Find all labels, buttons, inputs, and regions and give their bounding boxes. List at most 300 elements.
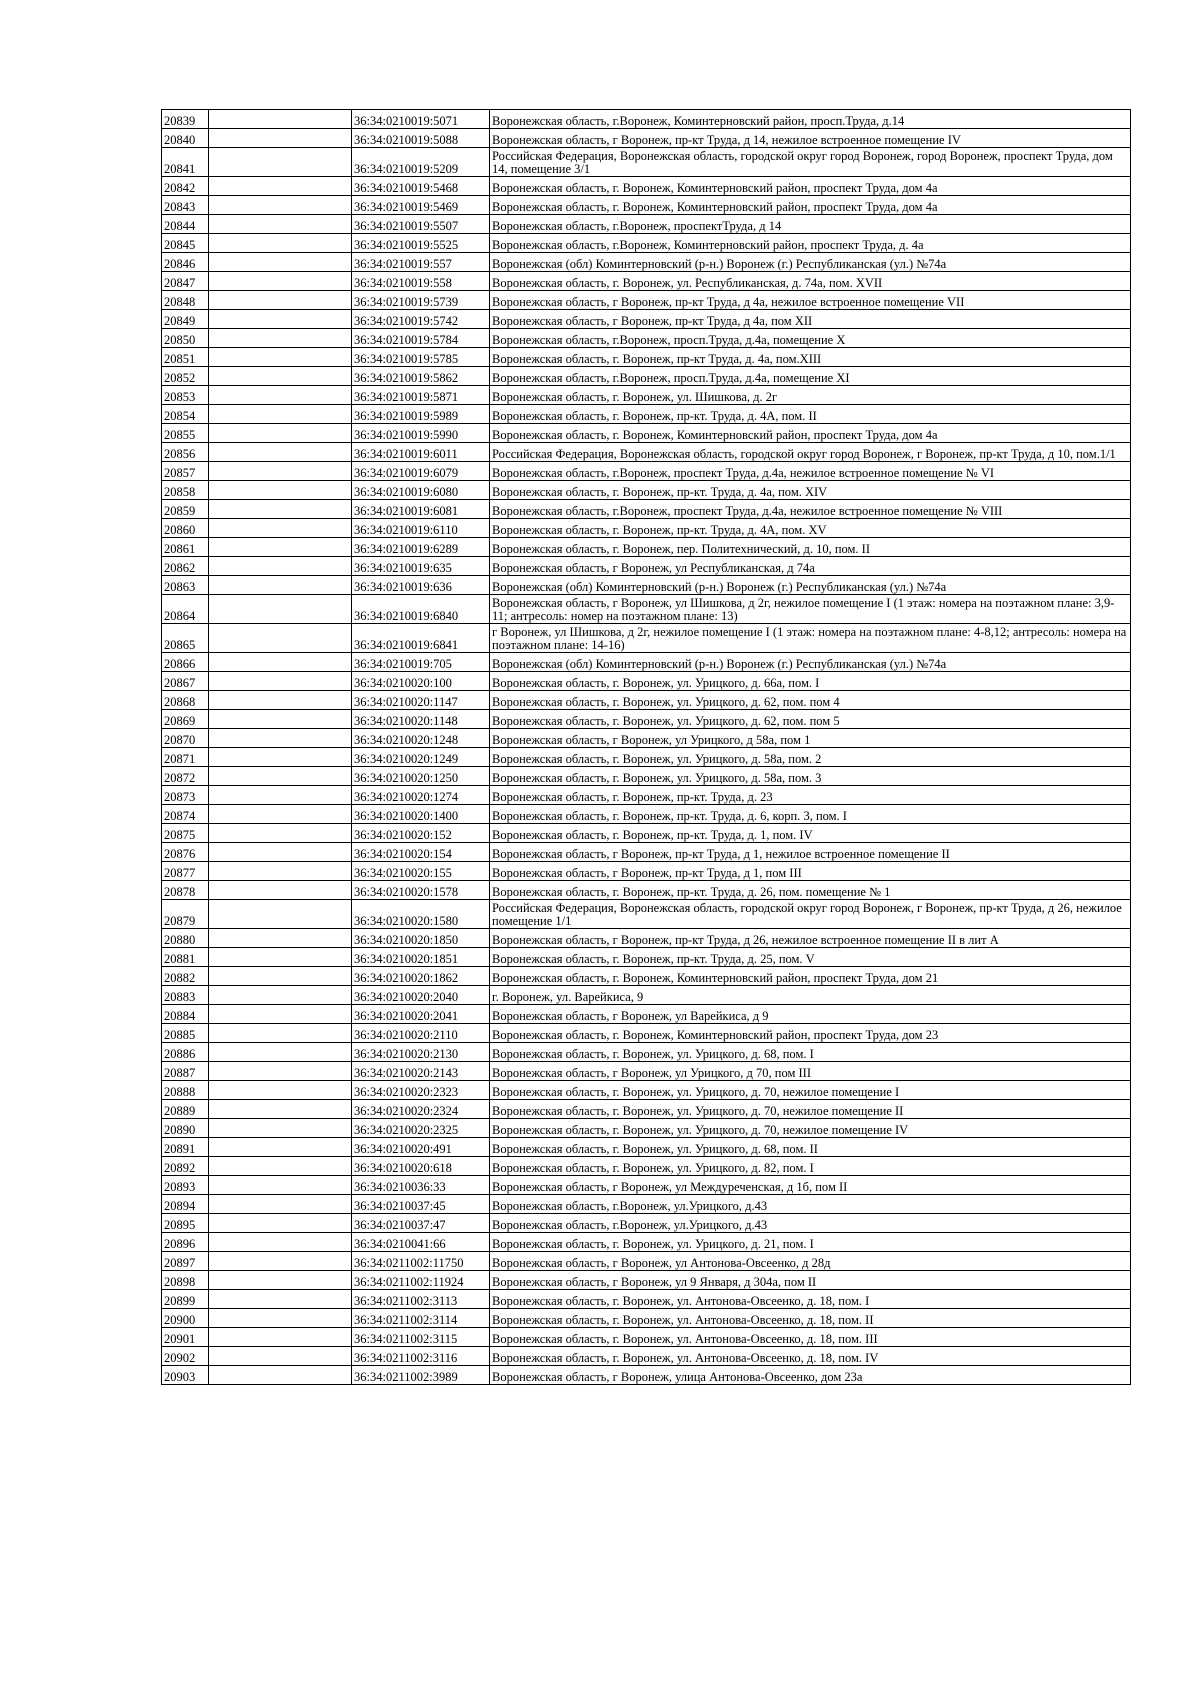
empty-cell — [209, 986, 352, 1005]
cadastral-number-cell: 36:34:0210019:5742 — [352, 310, 490, 329]
table-row — [162, 386, 1131, 405]
row-number-cell: 20870 — [162, 729, 209, 748]
cadastral-number-cell: 36:34:0210019:6841 — [352, 624, 490, 653]
empty-cell — [209, 329, 352, 348]
table-row — [162, 538, 1131, 557]
address-cell: г Воронеж, ул Шишкова, д 2г, нежилое помещение I (1 этаж: номера на поэтажном плане: 4-8,12; антресоль: номера на поэтажном плане: 14-16) — [490, 624, 1131, 653]
cadastral-number-cell: 36:34:0210037:45 — [352, 1195, 490, 1214]
address-cell: Воронежская область, г. Воронеж, ул. Урицкого, д. 70, нежилое помещение I — [490, 1081, 1131, 1100]
cadastral-number-cell: 36:34:0210020:1274 — [352, 786, 490, 805]
row-number-cell: 20875 — [162, 824, 209, 843]
table-row — [162, 710, 1131, 729]
table-row — [162, 653, 1131, 672]
table-row — [162, 196, 1131, 215]
row-number-cell: 20885 — [162, 1024, 209, 1043]
table-row — [162, 1081, 1131, 1100]
cadastral-number-cell: 36:34:0210020:1400 — [352, 805, 490, 824]
table-row — [162, 967, 1131, 986]
cadastral-number-cell: 36:34:0210019:5088 — [352, 129, 490, 148]
empty-cell — [209, 519, 352, 538]
empty-cell — [209, 253, 352, 272]
cadastral-number-cell: 36:34:0210019:5468 — [352, 177, 490, 196]
table-row — [162, 824, 1131, 843]
empty-cell — [209, 481, 352, 500]
row-number-cell: 20841 — [162, 148, 209, 177]
cadastral-number-cell: 36:34:0211002:3113 — [352, 1290, 490, 1309]
cadastral-number-cell: 36:34:0210019:5525 — [352, 234, 490, 253]
table-row — [162, 748, 1131, 767]
address-cell: Воронежская область, г. Воронеж, ул. Урицкого, д. 82, пом. I — [490, 1157, 1131, 1176]
empty-cell — [209, 348, 352, 367]
empty-cell — [209, 443, 352, 462]
cadastral-number-cell: 36:34:0210020:154 — [352, 843, 490, 862]
cadastral-number-cell: 36:34:0210020:155 — [352, 862, 490, 881]
cadastral-number-cell: 36:34:0210019:5990 — [352, 424, 490, 443]
row-number-cell: 20879 — [162, 900, 209, 929]
address-cell: Воронежская область, г Воронеж, ул Урицкого, д 58а, пом 1 — [490, 729, 1131, 748]
table-row — [162, 272, 1131, 291]
table-row — [162, 691, 1131, 710]
cadastral-number-cell: 36:34:0211002:3989 — [352, 1366, 490, 1385]
registry-table-body — [162, 110, 1131, 1385]
address-cell: Воронежская область, г.Воронеж, просп.Труда, д.4а, помещение XI — [490, 367, 1131, 386]
registry-table — [161, 109, 1131, 1385]
row-number-cell: 20903 — [162, 1366, 209, 1385]
address-cell: Воронежская область, г Воронеж, ул Варейкиса, д 9 — [490, 1005, 1131, 1024]
table-row — [162, 177, 1131, 196]
cadastral-number-cell: 36:34:0210020:2323 — [352, 1081, 490, 1100]
table-row — [162, 929, 1131, 948]
address-cell: Воронежская область, г. Воронеж, ул. Республиканская, д. 74а, пом. XVII — [490, 272, 1131, 291]
row-number-cell: 20868 — [162, 691, 209, 710]
cadastral-number-cell: 36:34:0210019:5469 — [352, 196, 490, 215]
empty-cell — [209, 595, 352, 624]
table-row — [162, 672, 1131, 691]
table-row — [162, 900, 1131, 929]
cadastral-number-cell: 36:34:0210019:6080 — [352, 481, 490, 500]
empty-cell — [209, 1100, 352, 1119]
row-number-cell: 20898 — [162, 1271, 209, 1290]
row-number-cell: 20896 — [162, 1233, 209, 1252]
address-cell: Воронежская (обл) Коминтерновский (р-н.) Воронеж (г.) Республиканская (ул.) №74а — [490, 253, 1131, 272]
row-number-cell: 20887 — [162, 1062, 209, 1081]
cadastral-number-cell: 36:34:0210019:5784 — [352, 329, 490, 348]
empty-cell — [209, 110, 352, 129]
row-number-cell: 20874 — [162, 805, 209, 824]
cadastral-number-cell: 36:34:0211002:3115 — [352, 1328, 490, 1347]
address-cell: Воронежская область, г.Воронеж, Коминтерновский район, просп.Труда, д.14 — [490, 110, 1131, 129]
table-row — [162, 986, 1131, 1005]
row-number-cell: 20844 — [162, 215, 209, 234]
address-cell: Воронежская область, г. Воронеж, пр-кт. Труда, д. 4А, пом. XV — [490, 519, 1131, 538]
cadastral-number-cell: 36:34:0210019:6081 — [352, 500, 490, 519]
address-cell: Воронежская область, г.Воронеж, проспектТруда, д 14 — [490, 215, 1131, 234]
empty-cell — [209, 1347, 352, 1366]
cadastral-number-cell: 36:34:0211002:11750 — [352, 1252, 490, 1271]
row-number-cell: 20889 — [162, 1100, 209, 1119]
table-row — [162, 1233, 1131, 1252]
row-number-cell: 20853 — [162, 386, 209, 405]
cadastral-number-cell: 36:34:0210020:152 — [352, 824, 490, 843]
address-cell: Воронежская область, г.Воронеж, Коминтерновский район, проспект Труда, д. 4а — [490, 234, 1131, 253]
address-cell: Воронежская область, г.Воронеж, ул.Урицкого, д.43 — [490, 1214, 1131, 1233]
empty-cell — [209, 196, 352, 215]
cadastral-number-cell: 36:34:0210019:5507 — [352, 215, 490, 234]
cadastral-number-cell: 36:34:0210020:1578 — [352, 881, 490, 900]
row-number-cell: 20891 — [162, 1138, 209, 1157]
table-row — [162, 1366, 1131, 1385]
table-row — [162, 1176, 1131, 1195]
table-row — [162, 1252, 1131, 1271]
empty-cell — [209, 1309, 352, 1328]
table-row — [162, 1157, 1131, 1176]
address-cell: Воронежская область, г Воронеж, ул Урицкого, д 70, пом III — [490, 1062, 1131, 1081]
table-row — [162, 500, 1131, 519]
address-cell: Воронежская область, г Воронеж, пр-кт Труда, д 4а, пом XII — [490, 310, 1131, 329]
row-number-cell: 20883 — [162, 986, 209, 1005]
empty-cell — [209, 624, 352, 653]
table-row — [162, 291, 1131, 310]
empty-cell — [209, 672, 352, 691]
empty-cell — [209, 805, 352, 824]
address-cell: Воронежская область, г Воронеж, пр-кт Труда, д 1, нежилое встроенное помещение II — [490, 843, 1131, 862]
empty-cell — [209, 824, 352, 843]
table-row — [162, 1062, 1131, 1081]
empty-cell — [209, 234, 352, 253]
address-cell: Воронежская область, г. Воронеж, пер. Политехнический, д. 10, пом. II — [490, 538, 1131, 557]
cadastral-number-cell: 36:34:0210020:1851 — [352, 948, 490, 967]
address-cell: Воронежская область, г.Воронеж, проспект Труда, д.4а, нежилое встроенное помещение № VI — [490, 462, 1131, 481]
cadastral-number-cell: 36:34:0210019:705 — [352, 653, 490, 672]
table-row — [162, 729, 1131, 748]
row-number-cell: 20894 — [162, 1195, 209, 1214]
table-row — [162, 234, 1131, 253]
empty-cell — [209, 1328, 352, 1347]
table-row — [162, 881, 1131, 900]
empty-cell — [209, 148, 352, 177]
empty-cell — [209, 1214, 352, 1233]
address-cell: Воронежская область, г Воронеж, пр-кт Труда, д 4а, нежилое встроенное помещение VII — [490, 291, 1131, 310]
address-cell: Воронежская область, г. Воронеж, ул. Урицкого, д. 62, пом. пом 5 — [490, 710, 1131, 729]
row-number-cell: 20901 — [162, 1328, 209, 1347]
cadastral-number-cell: 36:34:0210019:557 — [352, 253, 490, 272]
address-cell: Воронежская область, г Воронеж, пр-кт Труда, д 26, нежилое встроенное помещение II в лит А — [490, 929, 1131, 948]
cadastral-number-cell: 36:34:0210019:558 — [352, 272, 490, 291]
row-number-cell: 20856 — [162, 443, 209, 462]
table-row — [162, 215, 1131, 234]
row-number-cell: 20849 — [162, 310, 209, 329]
cadastral-number-cell: 36:34:0210019:5871 — [352, 386, 490, 405]
row-number-cell: 20852 — [162, 367, 209, 386]
table-row — [162, 624, 1131, 653]
cadastral-number-cell: 36:34:0210020:618 — [352, 1157, 490, 1176]
cadastral-number-cell: 36:34:0211002:3114 — [352, 1309, 490, 1328]
address-cell: Воронежская область, г. Воронеж, пр-кт. Труда, д. 4А, пом. II — [490, 405, 1131, 424]
empty-cell — [209, 557, 352, 576]
table-row — [162, 1214, 1131, 1233]
cadastral-number-cell: 36:34:0210037:47 — [352, 1214, 490, 1233]
address-cell: Российская Федерация, Воронежская область, городской округ город Воронеж, город Воронеж, проспект Труда, дом 14, помещение 3/1 — [490, 148, 1131, 177]
table-row — [162, 405, 1131, 424]
row-number-cell: 20881 — [162, 948, 209, 967]
address-cell: Воронежская область, г Воронеж, ул Шишкова, д 2г, нежилое помещение I (1 этаж: номера на поэтажном плане: 3,9-11; антресоль: номер на поэтажном плане: 13) — [490, 595, 1131, 624]
empty-cell — [209, 576, 352, 595]
row-number-cell: 20855 — [162, 424, 209, 443]
empty-cell — [209, 729, 352, 748]
row-number-cell: 20888 — [162, 1081, 209, 1100]
address-cell: Российская Федерация, Воронежская область, городской округ город Воронеж, г Воронеж, пр-кт Труда, д 26, нежилое помещение 1/1 — [490, 900, 1131, 929]
table-row — [162, 805, 1131, 824]
empty-cell — [209, 900, 352, 929]
table-row — [162, 462, 1131, 481]
cadastral-number-cell: 36:34:0210019:5739 — [352, 291, 490, 310]
table-row — [162, 348, 1131, 367]
address-cell: Воронежская область, г. Воронеж, ул. Антонова-Овсеенко, д. 18, пом. III — [490, 1328, 1131, 1347]
address-cell: Воронежская область, г. Воронеж, пр-кт. Труда, д. 25, пом. V — [490, 948, 1131, 967]
cadastral-number-cell: 36:34:0210036:33 — [352, 1176, 490, 1195]
table-row — [162, 1138, 1131, 1157]
empty-cell — [209, 1195, 352, 1214]
row-number-cell: 20842 — [162, 177, 209, 196]
row-number-cell: 20873 — [162, 786, 209, 805]
table-row — [162, 557, 1131, 576]
row-number-cell: 20900 — [162, 1309, 209, 1328]
empty-cell — [209, 786, 352, 805]
empty-cell — [209, 177, 352, 196]
cadastral-number-cell: 36:34:0211002:11924 — [352, 1271, 490, 1290]
cadastral-number-cell: 36:34:0210019:6011 — [352, 443, 490, 462]
cadastral-number-cell: 36:34:0210020:1248 — [352, 729, 490, 748]
cadastral-number-cell: 36:34:0210019:635 — [352, 557, 490, 576]
empty-cell — [209, 1005, 352, 1024]
table-row — [162, 367, 1131, 386]
row-number-cell: 20862 — [162, 557, 209, 576]
table-row — [162, 481, 1131, 500]
address-cell: Воронежская (обл) Коминтерновский (р-н.) Воронеж (г.) Республиканская (ул.) №74а — [490, 653, 1131, 672]
row-number-cell: 20892 — [162, 1157, 209, 1176]
row-number-cell: 20850 — [162, 329, 209, 348]
row-number-cell: 20882 — [162, 967, 209, 986]
address-cell: Воронежская область, г. Воронеж, Коминтерновский район, проспект Труда, дом 23 — [490, 1024, 1131, 1043]
table-row — [162, 1195, 1131, 1214]
cadastral-number-cell: 36:34:0210019:636 — [352, 576, 490, 595]
table-row — [162, 110, 1131, 129]
table-row — [162, 1271, 1131, 1290]
cadastral-number-cell: 36:34:0210020:1580 — [352, 900, 490, 929]
address-cell: Воронежская область, г. Воронеж, ул. Антонова-Овсеенко, д. 18, пом. I — [490, 1290, 1131, 1309]
row-number-cell: 20865 — [162, 624, 209, 653]
cadastral-number-cell: 36:34:0210020:2040 — [352, 986, 490, 1005]
table-row — [162, 1005, 1131, 1024]
table-row — [162, 786, 1131, 805]
address-cell: Воронежская область, г. Воронеж, пр-кт. Труда, д. 26, пом. помещение № 1 — [490, 881, 1131, 900]
address-cell: Воронежская область, г. Воронеж, пр-кт Труда, д. 4а, пом.XIII — [490, 348, 1131, 367]
address-cell: Воронежская область, г. Воронеж, ул. Урицкого, д. 70, нежилое помещение II — [490, 1100, 1131, 1119]
table-row — [162, 1024, 1131, 1043]
cadastral-number-cell: 36:34:0210019:5209 — [352, 148, 490, 177]
address-cell: Воронежская область, г. Воронеж, ул. Урицкого, д. 68, пом. I — [490, 1043, 1131, 1062]
cadastral-number-cell: 36:34:0210020:491 — [352, 1138, 490, 1157]
empty-cell — [209, 1176, 352, 1195]
table-row — [162, 1100, 1131, 1119]
empty-cell — [209, 1366, 352, 1385]
row-number-cell: 20847 — [162, 272, 209, 291]
empty-cell — [209, 1233, 352, 1252]
address-cell: Воронежская область, г. Воронеж, ул. Шишкова, д. 2г — [490, 386, 1131, 405]
table-row — [162, 843, 1131, 862]
empty-cell — [209, 1138, 352, 1157]
empty-cell — [209, 500, 352, 519]
address-cell: Воронежская область, г Воронеж, пр-кт Труда, д 14, нежилое встроенное помещение IV — [490, 129, 1131, 148]
cadastral-number-cell: 36:34:0210020:2324 — [352, 1100, 490, 1119]
table-row — [162, 862, 1131, 881]
row-number-cell: 20840 — [162, 129, 209, 148]
row-number-cell: 20858 — [162, 481, 209, 500]
table-row — [162, 443, 1131, 462]
table-row — [162, 310, 1131, 329]
address-cell: Воронежская область, г Воронеж, ул 9 Января, д 304а, пом II — [490, 1271, 1131, 1290]
empty-cell — [209, 748, 352, 767]
empty-cell — [209, 710, 352, 729]
row-number-cell: 20869 — [162, 710, 209, 729]
cadastral-number-cell: 36:34:0210019:5071 — [352, 110, 490, 129]
row-number-cell: 20843 — [162, 196, 209, 215]
cadastral-number-cell: 36:34:0210020:1148 — [352, 710, 490, 729]
table-row — [162, 767, 1131, 786]
address-cell: Воронежская область, г. Воронеж, пр-кт. Труда, д. 23 — [490, 786, 1131, 805]
cadastral-number-cell: 36:34:0210020:2130 — [352, 1043, 490, 1062]
empty-cell — [209, 1024, 352, 1043]
address-cell: Воронежская область, г. Воронеж, Коминтерновский район, проспект Труда, дом 4а — [490, 196, 1131, 215]
empty-cell — [209, 691, 352, 710]
table-row — [162, 253, 1131, 272]
empty-cell — [209, 367, 352, 386]
cadastral-number-cell: 36:34:0210019:5989 — [352, 405, 490, 424]
cadastral-number-cell: 36:34:0210020:1850 — [352, 929, 490, 948]
table-row — [162, 948, 1131, 967]
address-cell: Воронежская область, г.Воронеж, просп.Труда, д.4а, помещение X — [490, 329, 1131, 348]
empty-cell — [209, 862, 352, 881]
address-cell: Воронежская область, г. Воронеж, ул. Урицкого, д. 58а, пом. 3 — [490, 767, 1131, 786]
row-number-cell: 20895 — [162, 1214, 209, 1233]
row-number-cell: 20899 — [162, 1290, 209, 1309]
address-cell: Воронежская область, г. Воронеж, ул. Антонова-Овсеенко, д. 18, пом. IV — [490, 1347, 1131, 1366]
empty-cell — [209, 129, 352, 148]
address-cell: Воронежская область, г. Воронеж, ул. Урицкого, д. 62, пом. пом 4 — [490, 691, 1131, 710]
empty-cell — [209, 881, 352, 900]
cadastral-number-cell: 36:34:0210019:5862 — [352, 367, 490, 386]
row-number-cell: 20902 — [162, 1347, 209, 1366]
empty-cell — [209, 462, 352, 481]
row-number-cell: 20886 — [162, 1043, 209, 1062]
address-cell: Воронежская область, г. Воронеж, ул. Урицкого, д. 68, пом. II — [490, 1138, 1131, 1157]
table-row — [162, 1328, 1131, 1347]
empty-cell — [209, 386, 352, 405]
address-cell: Воронежская (обл) Коминтерновский (р-н.) Воронеж (г.) Республиканская (ул.) №74а — [490, 576, 1131, 595]
empty-cell — [209, 1043, 352, 1062]
address-cell: Воронежская область, г.Воронеж, ул.Урицкого, д.43 — [490, 1195, 1131, 1214]
empty-cell — [209, 1252, 352, 1271]
row-number-cell: 20864 — [162, 595, 209, 624]
address-cell: Воронежская область, г. Воронеж, ул. Урицкого, д. 58а, пом. 2 — [490, 748, 1131, 767]
row-number-cell: 20854 — [162, 405, 209, 424]
row-number-cell: 20878 — [162, 881, 209, 900]
cadastral-number-cell: 36:34:0210019:6079 — [352, 462, 490, 481]
cadastral-number-cell: 36:34:0210041:66 — [352, 1233, 490, 1252]
empty-cell — [209, 843, 352, 862]
row-number-cell: 20857 — [162, 462, 209, 481]
table-row — [162, 1309, 1131, 1328]
table-row — [162, 595, 1131, 624]
address-cell: Воронежская область, г. Воронеж, Коминтерновский район, проспект Труда, дом 4а — [490, 177, 1131, 196]
empty-cell — [209, 653, 352, 672]
row-number-cell: 20893 — [162, 1176, 209, 1195]
row-number-cell: 20871 — [162, 748, 209, 767]
address-cell: Воронежская область, г. Воронеж, пр-кт. Труда, д. 1, пом. IV — [490, 824, 1131, 843]
empty-cell — [209, 1290, 352, 1309]
address-cell: Воронежская область, г. Воронеж, Коминтерновский район, проспект Труда, дом 4а — [490, 424, 1131, 443]
row-number-cell: 20872 — [162, 767, 209, 786]
row-number-cell: 20859 — [162, 500, 209, 519]
row-number-cell: 20860 — [162, 519, 209, 538]
row-number-cell: 20877 — [162, 862, 209, 881]
address-cell: Воронежская область, г. Воронеж, ул. Урицкого, д. 70, нежилое помещение IV — [490, 1119, 1131, 1138]
empty-cell — [209, 215, 352, 234]
empty-cell — [209, 1081, 352, 1100]
table-row — [162, 129, 1131, 148]
address-cell: Воронежская область, г Воронеж, ул Антонова-Овсеенко, д 28д — [490, 1252, 1131, 1271]
empty-cell — [209, 967, 352, 986]
empty-cell — [209, 1119, 352, 1138]
address-cell: г. Воронеж, ул. Варейкиса, 9 — [490, 986, 1131, 1005]
cadastral-number-cell: 36:34:0210019:6110 — [352, 519, 490, 538]
cadastral-number-cell: 36:34:0210019:6289 — [352, 538, 490, 557]
cadastral-number-cell: 36:34:0210020:2041 — [352, 1005, 490, 1024]
row-number-cell: 20845 — [162, 234, 209, 253]
cadastral-number-cell: 36:34:0210020:2143 — [352, 1062, 490, 1081]
table-row — [162, 1119, 1131, 1138]
empty-cell — [209, 291, 352, 310]
address-cell: Воронежская область, г Воронеж, улица Антонова-Овсеенко, дом 23а — [490, 1366, 1131, 1385]
row-number-cell: 20876 — [162, 843, 209, 862]
row-number-cell: 20897 — [162, 1252, 209, 1271]
row-number-cell: 20880 — [162, 929, 209, 948]
table-row — [162, 148, 1131, 177]
empty-cell — [209, 405, 352, 424]
address-cell: Воронежская область, г. Воронеж, пр-кт. Труда, д. 4а, пом. XIV — [490, 481, 1131, 500]
table-row — [162, 329, 1131, 348]
table-row — [162, 1043, 1131, 1062]
cadastral-number-cell: 36:34:0210020:2325 — [352, 1119, 490, 1138]
table-row — [162, 1290, 1131, 1309]
row-number-cell: 20846 — [162, 253, 209, 272]
empty-cell — [209, 424, 352, 443]
cadastral-number-cell: 36:34:0210019:6840 — [352, 595, 490, 624]
address-cell: Воронежская область, г. Воронеж, Коминтерновский район, проспект Труда, дом 21 — [490, 967, 1131, 986]
cadastral-number-cell: 36:34:0210020:1147 — [352, 691, 490, 710]
row-number-cell: 20866 — [162, 653, 209, 672]
table-row — [162, 424, 1131, 443]
table-row — [162, 1347, 1131, 1366]
address-cell: Воронежская область, г Воронеж, ул Республиканская, д 74а — [490, 557, 1131, 576]
cadastral-number-cell: 36:34:0210020:1250 — [352, 767, 490, 786]
table-row — [162, 519, 1131, 538]
row-number-cell: 20839 — [162, 110, 209, 129]
empty-cell — [209, 1062, 352, 1081]
address-cell: Воронежская область, г. Воронеж, ул. Антонова-Овсеенко, д. 18, пом. II — [490, 1309, 1131, 1328]
empty-cell — [209, 767, 352, 786]
empty-cell — [209, 538, 352, 557]
